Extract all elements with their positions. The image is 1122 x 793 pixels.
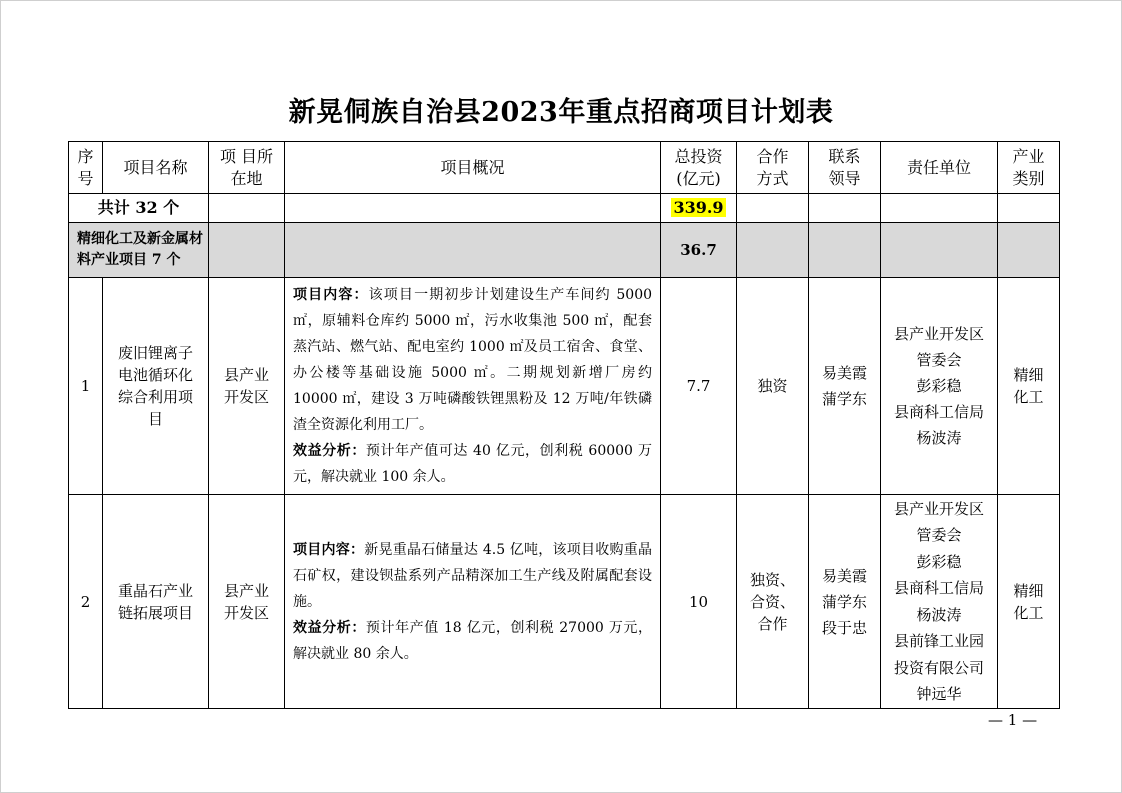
project-units [881, 278, 998, 495]
unit-line: 管委会 [916, 526, 962, 544]
project-investment: 7.7 [661, 278, 737, 495]
unit-line: 彭彩稳 [916, 552, 962, 571]
header-overview: 项目概况 [285, 142, 661, 194]
unit-line: 县前锋工业园 [893, 632, 984, 650]
document-title: 新晃侗族自治县2023年重点招商项目计划表 [288, 97, 834, 128]
unit-line: 杨波涛 [916, 429, 962, 447]
project-investment: 10 [661, 495, 737, 709]
header-unit: 责任单位 [881, 142, 998, 194]
project-location: 县产业开发区 [209, 278, 285, 495]
unit-line: 县商科工信局 [893, 579, 984, 597]
section-investment: 36.7 [661, 223, 737, 278]
unit-line: 投资有限公司 [893, 658, 984, 677]
header-investment: 总投资(亿元) [661, 142, 737, 194]
project-name: 废旧锂离子电池循环化综合利用项目 [103, 278, 209, 495]
project-seq: 1 [69, 278, 103, 495]
project-leaders [809, 278, 881, 495]
project-coop: 独资 [737, 278, 809, 495]
section-label: 精细化工及新金属材料产业项目 7 个 [69, 223, 209, 278]
project-category: 精细化工 [998, 278, 1060, 495]
leader-name: 蒲学东 [821, 592, 867, 611]
page-number: — 1 — [988, 711, 1038, 729]
project-category: 精细化工 [998, 495, 1060, 709]
benefit-label: 效益分析： [293, 619, 366, 636]
project-location: 县产业开发区 [209, 495, 285, 709]
content-text: 新晃重晶石储量达 4.5 亿吨，该项目收购重晶石矿权，建设钡盐系列产品精深加工生产线及附属配套设施。 [293, 541, 652, 610]
header-name: 项目名称 [103, 142, 209, 194]
benefit-text: 预计年产值可达 40 亿元，创利税 60000 万元，解决就业 100 余人。 [293, 443, 652, 485]
leader-name: 段于忠 [821, 618, 867, 637]
leader-name: 蒲学东 [821, 390, 867, 408]
unit-line: 彭彩稳 [916, 377, 962, 395]
leader-name: 易美霞 [821, 566, 867, 585]
benefit-text: 预计年产值 18 亿元，创利税 27000 万元，解决就业 80 余人。 [293, 619, 652, 662]
unit-line: 县商科工信局 [893, 403, 984, 421]
total-label: 共计 32 个 [69, 194, 209, 223]
table-row [69, 495, 1060, 709]
content-label: 项目内容： [293, 541, 365, 558]
header-coop: 合作方式 [737, 142, 809, 194]
project-leaders [809, 495, 881, 709]
content-label: 项目内容： [293, 287, 369, 303]
table-row [69, 278, 1060, 495]
header-category: 产业类别 [998, 142, 1060, 194]
benefit-label: 效益分析： [293, 443, 366, 459]
unit-line: 县产业开发区 [893, 325, 984, 343]
project-overview [285, 278, 661, 495]
project-seq: 2 [69, 495, 103, 709]
section-row [69, 223, 1060, 278]
header-row [69, 142, 1060, 194]
project-units [881, 495, 998, 709]
project-table [68, 141, 1060, 709]
total-row [69, 194, 1060, 223]
header-seq: 序号 [69, 142, 103, 194]
leader-name: 易美霞 [821, 364, 867, 382]
project-name: 重晶石产业链拓展项目 [103, 495, 209, 709]
unit-line: 县产业开发区 [893, 499, 984, 518]
project-overview [285, 495, 661, 709]
unit-line: 杨波涛 [916, 605, 962, 624]
total-investment: 339.9 [673, 198, 724, 217]
header-leader: 联系领导 [809, 142, 881, 194]
project-coop: 独资、合资、合作 [737, 495, 809, 709]
content-text: 该项目一期初步计划建设生产车间约 5000 ㎡，原辅料仓库约 5000 ㎡，污水收集池 500 ㎡，配套蒸汽站、燃气站、配电室约 1000 ㎡及员工宿舍、食堂、办公楼等基础设施 5000 ㎡。二期规划新增厂房约 10000 ㎡，建设 3 万吨磷酸铁锂黑粉及 12 万吨/年铁磷渣全资源化利用工厂。 [293, 287, 653, 433]
header-location: 项 目所在地 [209, 142, 285, 194]
unit-line: 管委会 [916, 351, 962, 369]
unit-line: 钟远华 [916, 685, 962, 703]
